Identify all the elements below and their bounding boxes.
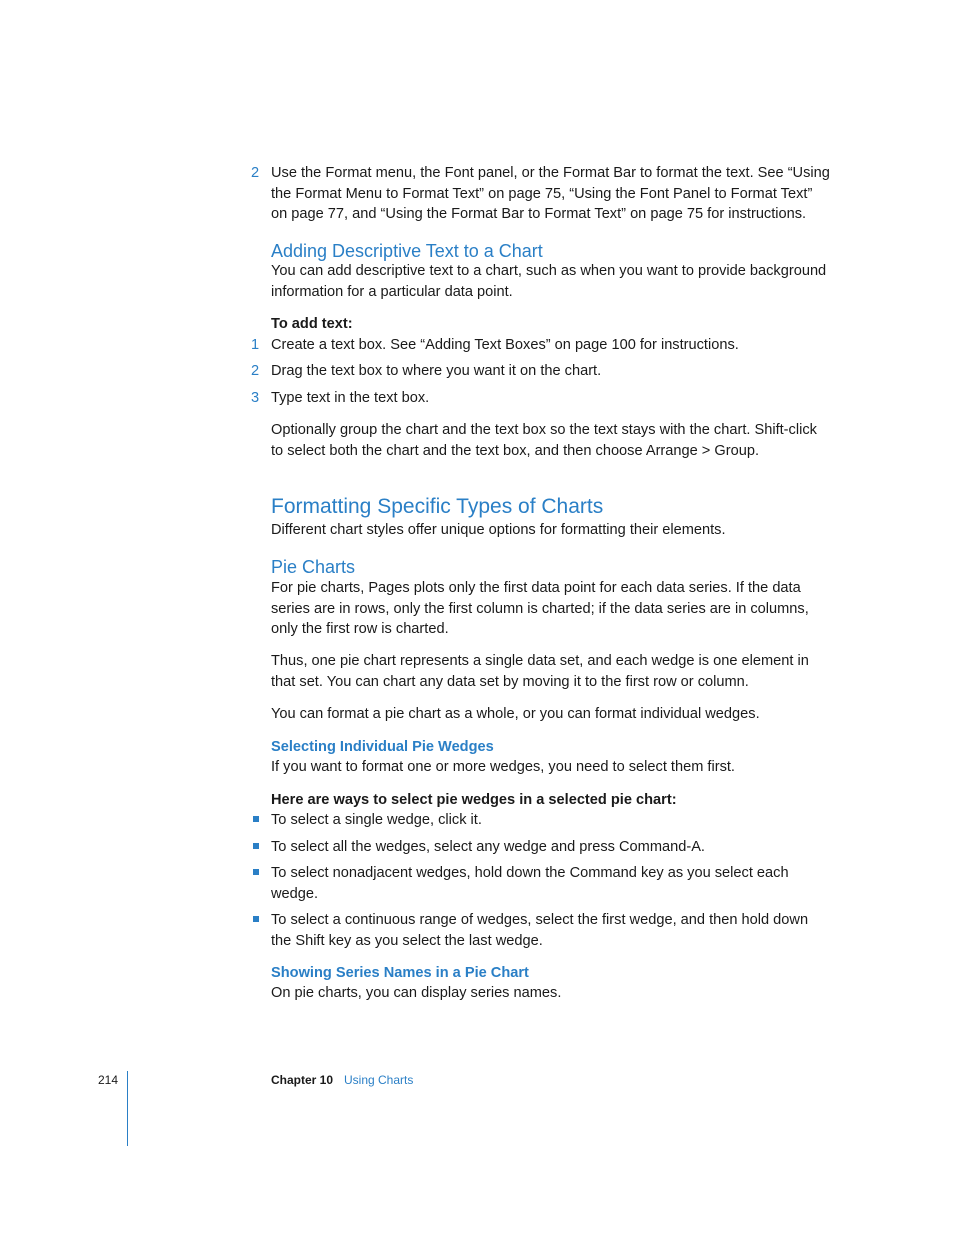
section-intro: You can add descriptive text to a chart, such as when you want to provide background information for a particular data point.	[271, 263, 827, 300]
page-number: 214	[98, 1073, 119, 1087]
step-text: Drag the text box to where you want it on the chart.	[271, 363, 602, 379]
list-item: To select a continuous range of wedges, select the first wedge, and then hold down the Shift key as you select the last wedge.	[271, 912, 809, 949]
list-item: To select nonadjacent wedges, hold down the Command key as you select each wedge.	[271, 865, 789, 902]
step-number: 2	[251, 363, 260, 379]
step-number: 2	[251, 165, 260, 181]
section-heading-pie-charts: Pie Charts	[271, 557, 356, 577]
footer-chapter-label: Chapter 10	[271, 1073, 334, 1087]
paragraph: Thus, one pie chart represents a single data set, and each wedge is one element in that set. You can chart any data set by moving it to the first row or column.	[271, 653, 809, 690]
section-heading-series-names: Showing Series Names in a Pie Chart	[271, 965, 529, 981]
step-text: Create a text box. See “Adding Text Boxes” on page 100 for instructions.	[271, 337, 739, 353]
step-number: 3	[251, 390, 260, 406]
bullet-icon	[253, 869, 259, 875]
section-intro: If you want to format one or more wedges, you need to select them first.	[271, 759, 735, 775]
step-text: Type text in the text box.	[271, 390, 430, 406]
section-intro: On pie charts, you can display series names.	[271, 985, 562, 1001]
footer-chapter-title: Using Charts	[344, 1073, 414, 1087]
step-number: 1	[251, 337, 260, 353]
note-paragraph: Optionally group the chart and the text box so the text stays with the chart. Shift-click to select both the chart and the text box, and then choose Arrange > Group.	[271, 422, 817, 459]
footer-divider	[127, 1071, 128, 1146]
list-item: To select all the wedges, select any wedge and press Command-A.	[271, 839, 705, 855]
step-text: Use the Format menu, the Font panel, or the Format Bar to format the text. See “Using the Format Menu to Format Text” on page 75, “Using the Font Panel to Format Text” on page 77, and “Using the Format Bar to Format Text” on page 75 for instructions.	[271, 165, 830, 222]
task-label: Here are ways to select pie wedges in a selected pie chart:	[271, 792, 677, 808]
paragraph: For pie charts, Pages plots only the first data point for each data series. If the data series are in rows, only the first column is charted; if the data series are in columns, only the first row is charted.	[271, 580, 809, 637]
bullet-icon	[253, 843, 259, 849]
bullet-icon	[253, 916, 259, 922]
paragraph: You can format a pie chart as a whole, or you can format individual wedges.	[271, 706, 760, 722]
bullet-icon	[253, 816, 259, 822]
section-heading-selecting-wedges: Selecting Individual Pie Wedges	[271, 739, 494, 755]
section-intro: Different chart styles offer unique options for formatting their elements.	[271, 522, 726, 538]
section-heading-descriptive-text: Adding Descriptive Text to a Chart	[271, 241, 543, 261]
section-heading-formatting: Formatting Specific Types of Charts	[271, 495, 604, 518]
list-item: To select a single wedge, click it.	[271, 812, 482, 828]
task-label: To add text:	[271, 316, 353, 332]
